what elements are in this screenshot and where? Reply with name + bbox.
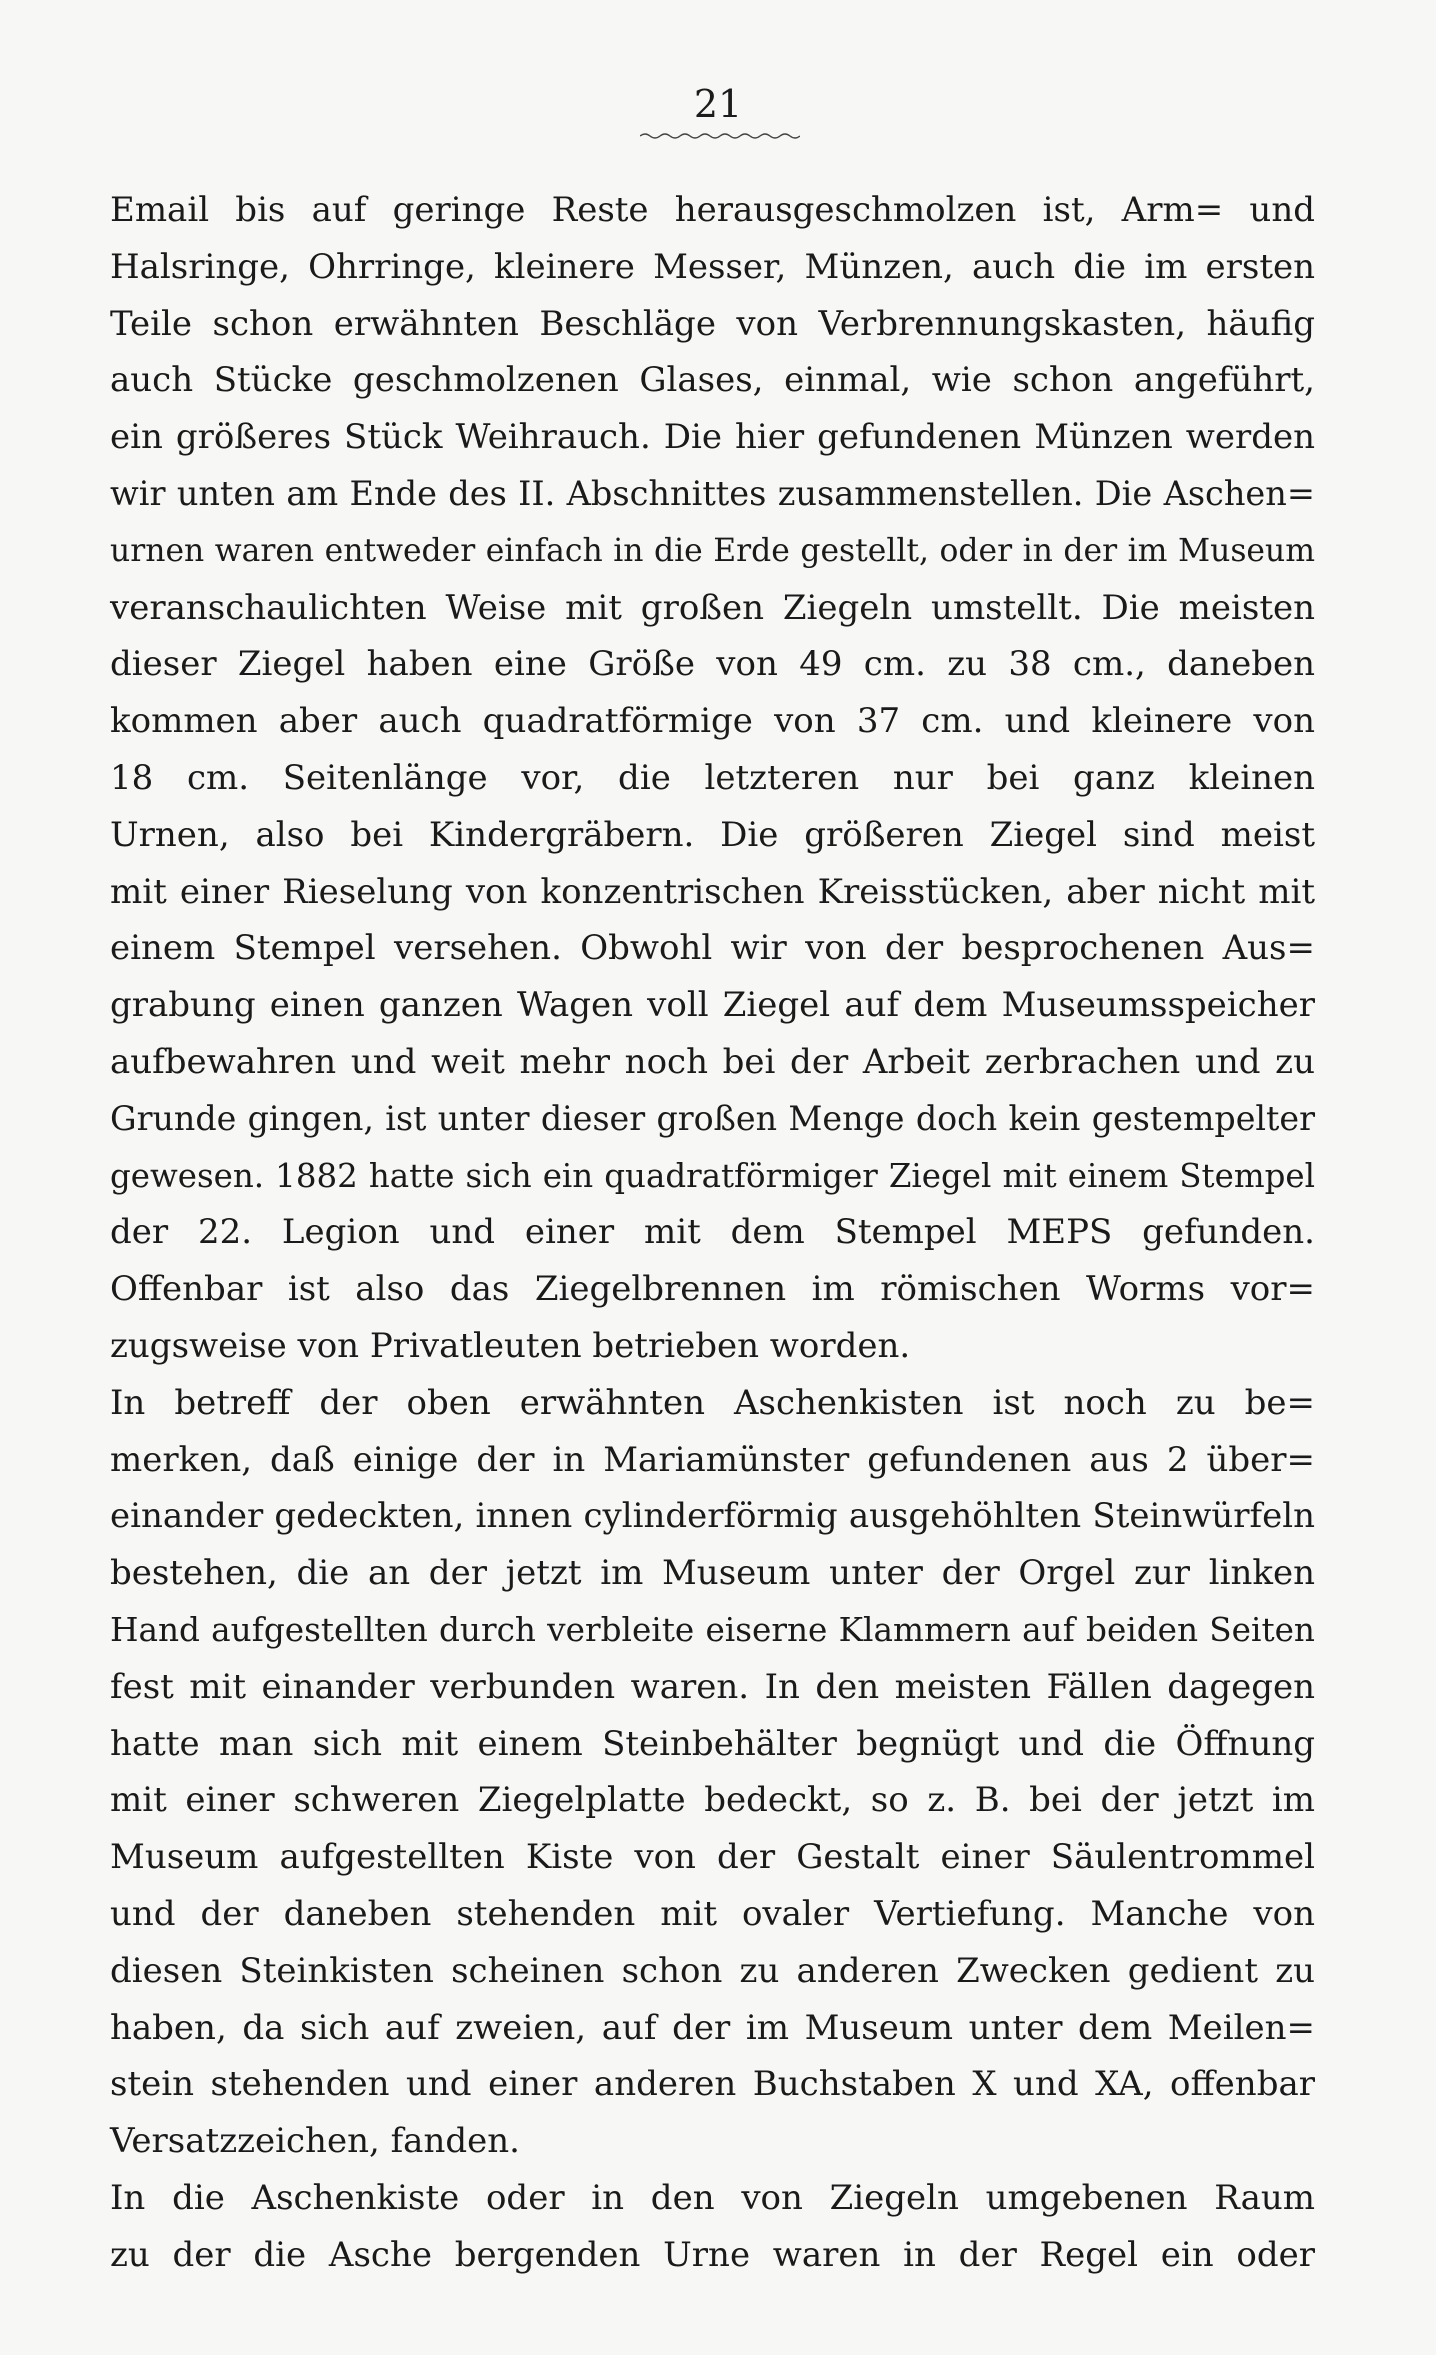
text-line: zugsweise von Privatleuten betrieben worden. <box>110 1325 911 1366</box>
text-line: der 22. Legion und einer mit dem Stempel MEPS gefunden. <box>110 1212 1315 1253</box>
text-line: Museum aufgestellten Kiste von der Gestalt einer Säulentrommel <box>110 1837 1315 1878</box>
text-line: urnen waren entweder einfach in die Erde gestellt, oder in der im Museum <box>110 532 1315 569</box>
text-line: mit einer schweren Ziegelplatte bedeckt, so z. B. bei der jetzt im <box>110 1780 1315 1821</box>
text-line: gewesen. 1882 hatte sich ein quadratförmiger Ziegel mit einem Stempel <box>110 1156 1315 1195</box>
page-number-ornament <box>640 132 800 140</box>
text-line: Hand aufgestellten durch verbleite eiserne Klammern auf beiden Seiten <box>110 1610 1315 1649</box>
text-line: fest mit einander verbunden waren. In den meisten Fällen dagegen <box>110 1666 1315 1707</box>
text-line: Grunde gingen, ist unter dieser großen Menge doch kein gestempelter <box>110 1098 1315 1138</box>
text-line: dieser Ziegel haben eine Größe von 49 cm. zu 38 cm., daneben <box>110 644 1315 685</box>
text-line: Versatzzeichen, fanden. <box>110 2121 520 2162</box>
page-number: 21 <box>693 82 743 126</box>
text-line: haben, da sich auf zweien, auf der im Museum unter dem Meilen= <box>110 2007 1315 2048</box>
text-line: Halsringe, Ohrringe, kleinere Messer, Münzen, auch die im ersten <box>110 246 1315 287</box>
text-line: kommen aber auch quadratförmige von 37 cm. und kleinere von <box>110 701 1315 742</box>
text-line: stein stehenden und einer anderen Buchstaben X und XA, offenbar <box>110 2064 1315 2105</box>
text-line: wir unten am Ende des II. Abschnittes zusammenstellen. Die Aschen= <box>110 473 1315 513</box>
text-line: hatte man sich mit einem Steinbehälter begnügt und die Öffnung <box>110 1723 1315 1764</box>
text-line: Urnen, also bei Kindergräbern. Die größeren Ziegel sind meist <box>110 814 1315 855</box>
text-line: und der daneben stehenden mit ovaler Vertiefung. Manche von <box>110 1893 1315 1934</box>
text-line: Teile schon erwähnten Beschläge von Verbrennungskasten, häufig <box>110 303 1315 344</box>
text-line: diesen Steinkisten scheinen schon zu anderen Zwecken gedient zu <box>110 1950 1315 1991</box>
text-line: In betreff der oben erwähnten Aschenkisten ist noch zu be= <box>110 1382 1315 1423</box>
text-line: auch Stücke geschmolzenen Glases, einmal, wie schon angeführt, <box>110 360 1315 401</box>
body-text <box>110 182 1315 2283</box>
text-line: In die Aschenkiste oder in den von Ziegeln umgebenen Raum <box>110 2177 1315 2218</box>
text-line: 18 cm. Seitenlänge vor, die letzteren nur bei ganz kleinen <box>110 757 1315 798</box>
text-line: bestehen, die an der jetzt im Museum unter der Orgel zur linken <box>110 1553 1315 1594</box>
text-line: mit einer Rieselung von konzentrischen Kreisstücken, aber nicht mit <box>110 871 1315 912</box>
text-line: Email bis auf geringe Reste herausgeschmolzen ist, Arm= und <box>110 190 1315 230</box>
text-line: zu der die Asche bergenden Urne waren in der Regel ein oder <box>110 2234 1315 2275</box>
text-line: grabung einen ganzen Wagen voll Ziegel auf dem Museumsspeicher <box>110 985 1315 1026</box>
text-line: einander gedeckten, innen cylinderförmig ausgehöhlten Steinwürfeln <box>110 1496 1315 1537</box>
text-line: veranschaulichten Weise mit großen Ziegeln umstellt. Die meisten <box>110 587 1315 628</box>
text-line: einem Stempel versehen. Obwohl wir von der besprochenen Aus= <box>110 928 1315 969</box>
text-line: aufbewahren und weit mehr noch bei der Arbeit zerbrachen und zu <box>110 1041 1315 1082</box>
text-line: Offenbar ist also das Ziegelbrennen im römischen Worms vor= <box>110 1269 1315 1310</box>
text-line: ein größeres Stück Weihrauch. Die hier gefundenen Münzen werden <box>110 417 1315 458</box>
text-line: merken, daß einige der in Mariamünster gefundenen aus 2 über= <box>110 1439 1315 1480</box>
